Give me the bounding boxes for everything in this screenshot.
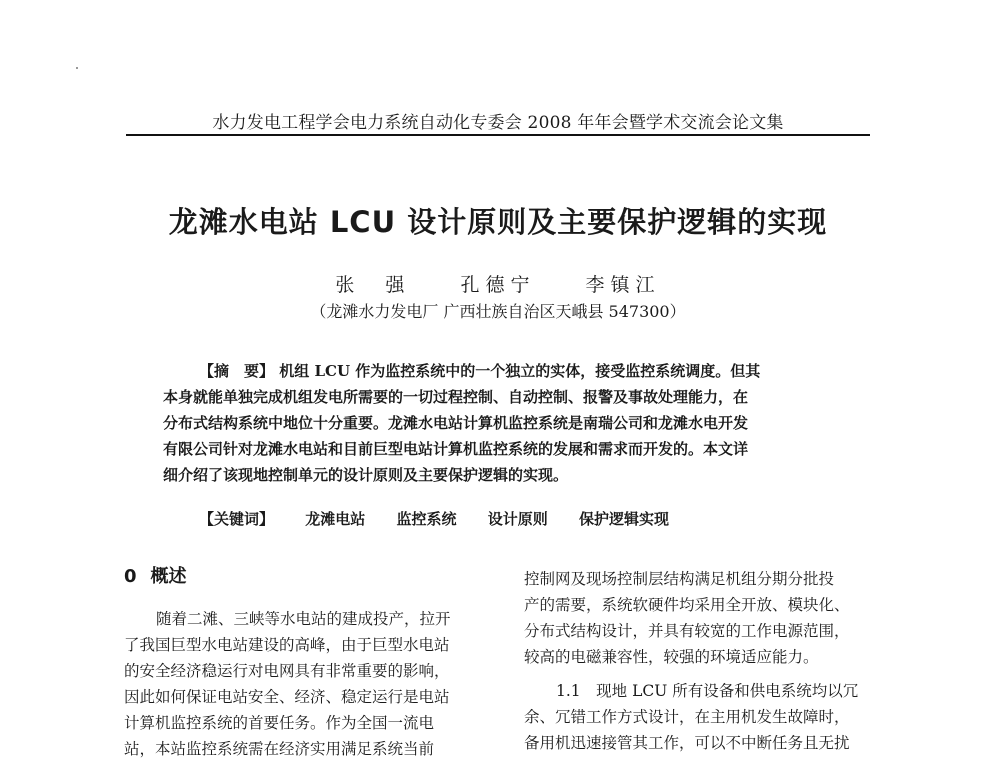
paragraph-gap bbox=[524, 670, 896, 678]
text-line: 余、冗错工作方式设计，在主用机发生故障时， bbox=[524, 708, 850, 726]
text-line: 因此如何保证电站安全、经济、稳定运行是电站 bbox=[124, 688, 450, 706]
author-name: 张 强 bbox=[335, 274, 411, 296]
text-line: 产的需要，系统软硬件均采用全开放、模块化、 bbox=[524, 596, 850, 614]
paper-title: 龙滩水电站 LCU 设计原则及主要保护逻辑的实现 bbox=[168, 205, 828, 239]
abstract-label: 【摘 要】 bbox=[199, 362, 275, 380]
section-heading bbox=[124, 562, 496, 592]
text-line: 计算机监控系统的首要任务。作为全国一流电 bbox=[124, 714, 435, 732]
text-line: 了我国巨型水电站建设的高峰，由于巨型水电站 bbox=[124, 636, 450, 654]
abstract-line: 分布式结构系统中地位十分重要。龙滩水电站计算机监控系统是南瑞公司和龙滩水电开发 bbox=[163, 414, 749, 432]
text-line: 的安全经济稳运行对电网具有非常重要的影响， bbox=[124, 662, 450, 680]
abstract-line bbox=[163, 358, 857, 384]
keywords-label: 【关键词】 bbox=[199, 510, 275, 528]
author-list bbox=[126, 270, 870, 297]
text-line: 较高的电磁兼容性，较强的环境适应能力。 bbox=[524, 648, 819, 666]
text-line: 随着二滩、三峡等水电站的建成投产，拉开 bbox=[156, 610, 451, 628]
section-title: 概述 bbox=[150, 566, 187, 587]
keyword: 龙滩电站 bbox=[305, 510, 366, 528]
body-paragraph bbox=[524, 678, 896, 756]
text-line: 分布式结构设计，并具有较宽的工作电源范围， bbox=[524, 622, 850, 640]
abstract-line: 有限公司针对龙滩水电站和目前巨型电站计算机监控系统的发展和需求而开发的。本文详 bbox=[163, 440, 749, 458]
author-affiliation: （龙滩水力发电厂 广西壮族自治区天峨县 547300） bbox=[310, 302, 686, 321]
header-rule bbox=[126, 134, 870, 136]
abstract-line: 本身就能单独完成机组发电所需要的一切过程控制、自动控制、报警及事故处理能力，在 bbox=[163, 388, 749, 406]
keywords bbox=[199, 508, 859, 529]
keyword: 监控系统 bbox=[396, 510, 457, 528]
left-column bbox=[124, 562, 496, 760]
section-number: 0 bbox=[124, 566, 137, 587]
abstract-text: 机组 LCU 作为监控系统中的一个独立的实体，接受监控系统调度。但其 bbox=[279, 362, 761, 380]
body-paragraph bbox=[124, 606, 496, 760]
abstract-line: 细介绍了该现地控制单元的设计原则及主要保护逻辑的实现。 bbox=[163, 466, 569, 484]
text-line: 控制网及现场控制层结构满足机组分期分批投 bbox=[524, 570, 835, 588]
body-paragraph bbox=[524, 566, 896, 670]
keyword: 设计原则 bbox=[487, 510, 548, 528]
text-line: 1.1 现地 LCU 所有设备和供电系统均以冗 bbox=[556, 682, 859, 700]
author-name: 孔德宁 bbox=[460, 274, 536, 296]
text-line: 站，本站监控系统需在经济实用满足系统当前 bbox=[124, 740, 435, 758]
text-line: 备用机迅速接管其工作，可以不中断任务且无扰 bbox=[524, 734, 850, 752]
right-column bbox=[524, 566, 896, 756]
abstract bbox=[163, 358, 857, 488]
keyword: 保护逻辑实现 bbox=[579, 510, 670, 528]
proceedings-header: 水力发电工程学会电力系统自动化专委会 2008 年年会暨学术交流会论文集 bbox=[212, 113, 784, 133]
scan-speck bbox=[76, 67, 78, 69]
author-name: 李镇江 bbox=[585, 274, 661, 296]
